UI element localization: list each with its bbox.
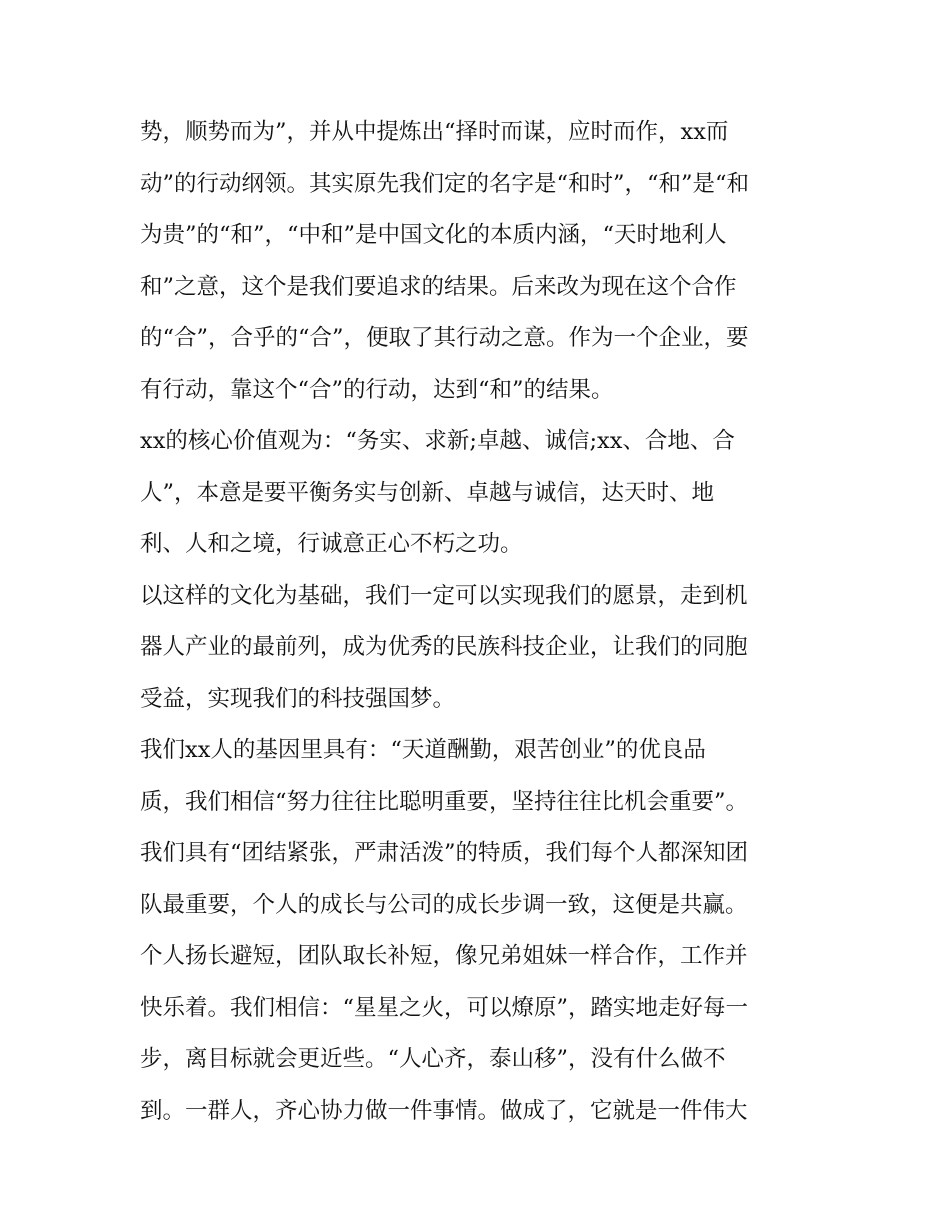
text-line: 的“合”，合乎的“合”，便取了其行动之意。作为一个企业，要 — [140, 325, 749, 351]
text-line: 受益，实现我们的科技强国梦。 — [140, 685, 456, 712]
text-line: 利、人和之境，行诚意正心不朽之功。 — [140, 531, 523, 557]
text-line: 我们xx人的基因里具有：“天道酬勤，艰苦创业”的优良品 — [140, 737, 706, 763]
text-line: 以这样的文化为基础，我们一定可以实现我们的愿景，走到机 — [140, 582, 748, 609]
text-line: 质，我们相信“努力往往比聪明重要，坚持往往比机会重要”。 — [140, 788, 749, 815]
text-line: 快乐着。我们相信：“星星之火，可以燎原”，踏实地走好每一 — [140, 994, 749, 1021]
text-line: 队最重要，个人的成长与公司的成长步调一致，这便是共赢。 — [140, 891, 748, 918]
body-text — [140, 107, 820, 1137]
text-line: 个人扬长避短，团队取长补短，像兄弟姐妹一样合作，工作并 — [140, 943, 748, 969]
text-line: 到。一群人，齐心协力做一件事情。做成了，它就是一件伟大 — [140, 1097, 748, 1124]
text-line: xx的核心价值观为：“务实、求新;卓越、诚信;xx、合地、合 — [140, 428, 735, 454]
text-line: 和”之意，这个是我们要追求的结果。后来改为现在这个合作 — [140, 273, 737, 300]
text-line: 动”的行动纲领。其实原先我们定的名字是“和时”，“和”是“和 — [140, 170, 750, 197]
text-line: 为贵”的“和”，“中和”是中国文化的本质内涵，“天时地利人 — [140, 222, 727, 248]
text-line: 有行动，靠这个“合”的行动，达到“和”的结果。 — [140, 376, 614, 403]
text-line: 我们具有“团结紧张，严肃活泼”的特质，我们每个人都深知团 — [140, 840, 749, 866]
text-line: 器人产业的最前列，成为优秀的民族科技企业，让我们的同胞 — [140, 634, 748, 660]
text-line: 人”，本意是要平衡务实与创新、卓越与诚信，达天时、地 — [140, 479, 715, 506]
text-line: 势，顺势而为”，并从中提炼出“择时而谋，应时而作，xx而 — [140, 119, 729, 145]
text-line: 步，离目标就会更近些。“人心齐，泰山移”，没有什么做不 — [140, 1046, 726, 1072]
